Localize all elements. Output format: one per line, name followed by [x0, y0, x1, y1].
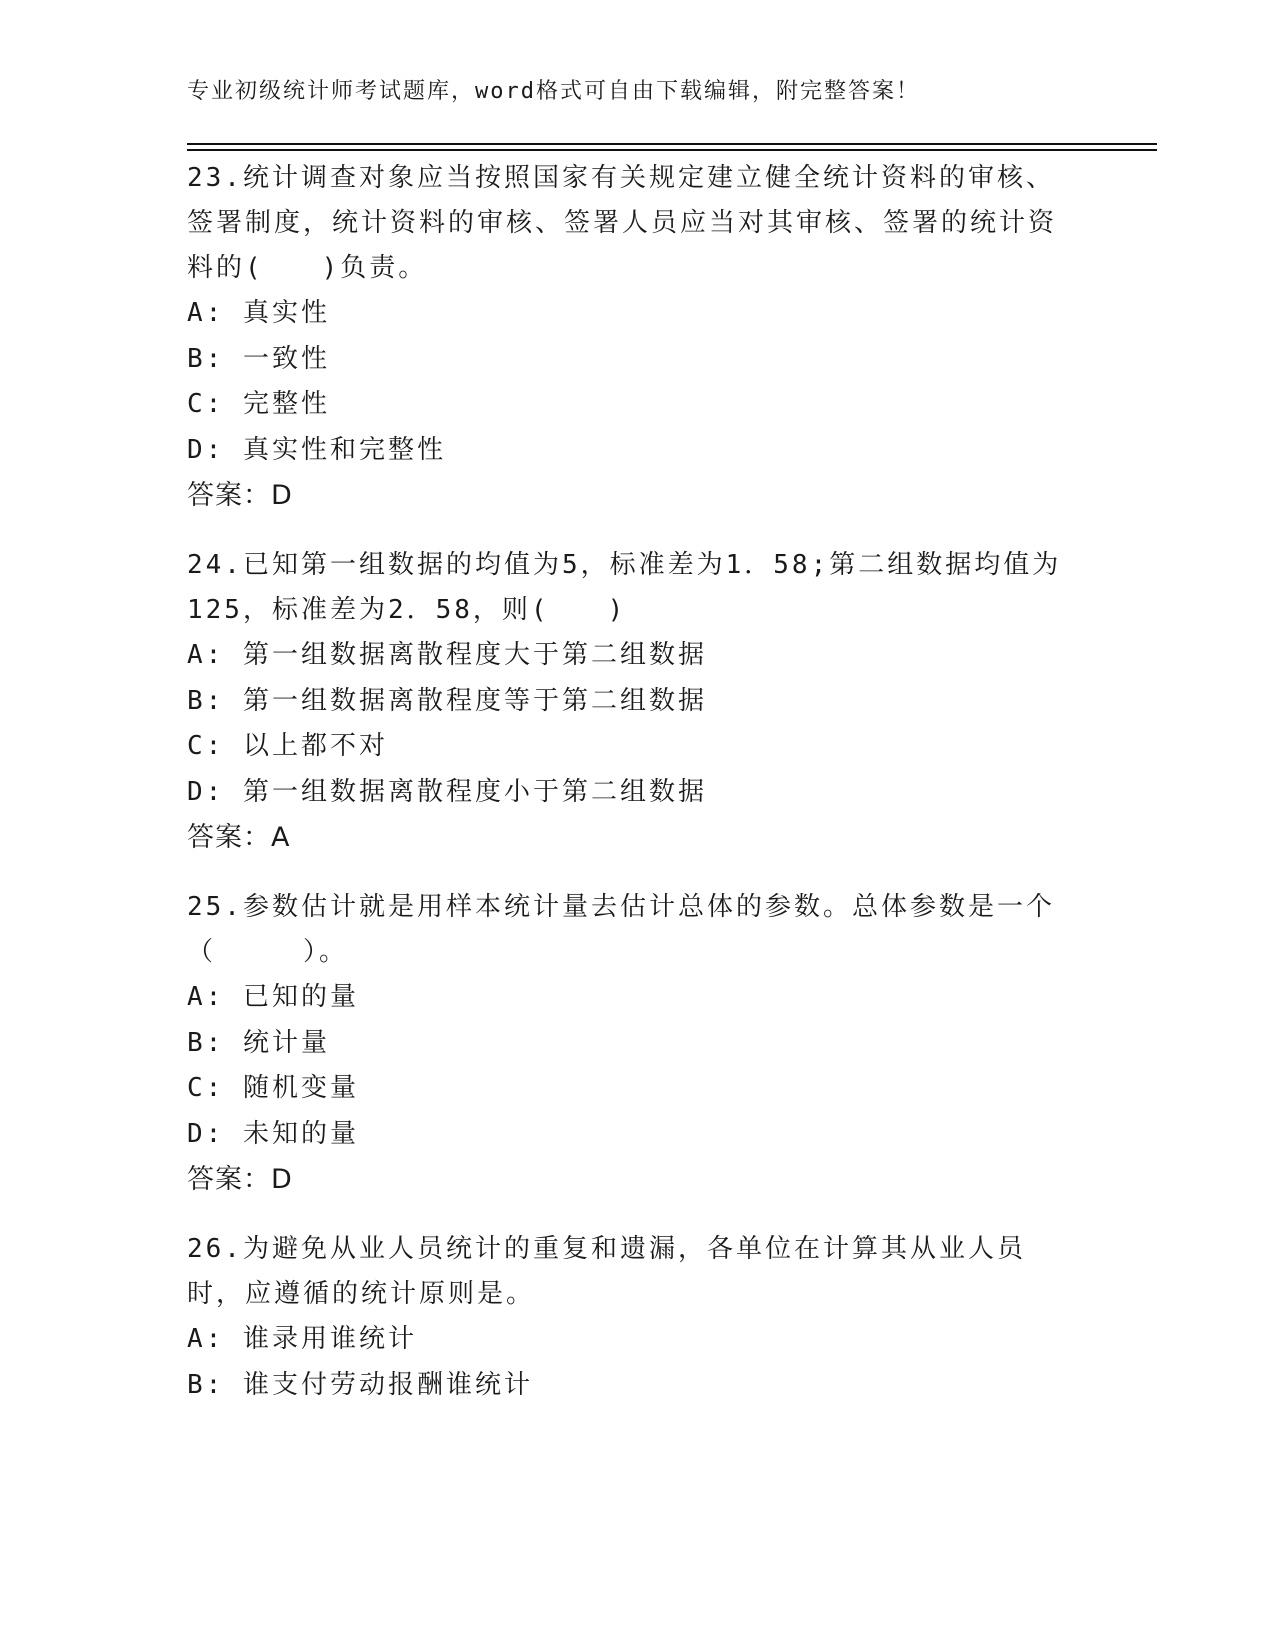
question-25 [187, 885, 1082, 1203]
option-c: C: 随机变量 [187, 1073, 359, 1103]
question-23 [187, 156, 1082, 519]
option-d: D: 真实性和完整性 [187, 434, 446, 465]
question-26 [187, 1227, 1082, 1408]
header-divider-bottom [187, 149, 1157, 151]
option-c: C: 完整性 [187, 389, 330, 419]
option-a: A: 第一组数据离散程度大于第二组数据 [187, 640, 707, 670]
option-c: C: 以上都不对 [187, 731, 388, 761]
option-d: D: 未知的量 [187, 1118, 359, 1149]
option-b: B: 一致性 [187, 343, 330, 374]
option-b: B: 第一组数据离散程度等于第二组数据 [187, 685, 707, 716]
question-list [187, 156, 1082, 1432]
question-text: 23.统计调查对象应当按照国家有关规定建立健全统计资料的审核、签署制度，统计资料的审核、签署人员应当对其审核、签署的统计资料的( )负责。 [187, 163, 1058, 283]
question-text: 26.为避免从业人员统计的重复和遗漏，各单位在计算其从业人员时，应遵循的统计原则是。 [187, 1234, 1026, 1309]
answer-label: 答案：D [187, 480, 293, 511]
option-a: A: 谁录用谁统计 [187, 1324, 417, 1354]
question-24 [187, 543, 1082, 861]
page-header: 专业初级统计师考试题库，word格式可自由下载编辑，附完整答案！ [187, 79, 920, 104]
option-b: B: 谁支付劳动报酬谁统计 [187, 1369, 533, 1400]
option-a: A: 已知的量 [187, 982, 359, 1012]
option-d: D: 第一组数据离散程度小于第二组数据 [187, 776, 707, 807]
question-text: 24.已知第一组数据的均值为5，标准差为1．58;第二组数据均值为125，标准差为2．58，则( ) [187, 550, 1062, 625]
answer-label: 答案：D [187, 1164, 293, 1195]
question-text: 25.参数估计就是用样本统计量去估计总体的参数。总体参数是一个（ ）。 [187, 892, 1055, 967]
option-a: A: 真实性 [187, 298, 330, 328]
header-divider-top [187, 143, 1157, 145]
option-b: B: 统计量 [187, 1027, 330, 1058]
answer-label: 答案：A [187, 822, 291, 853]
